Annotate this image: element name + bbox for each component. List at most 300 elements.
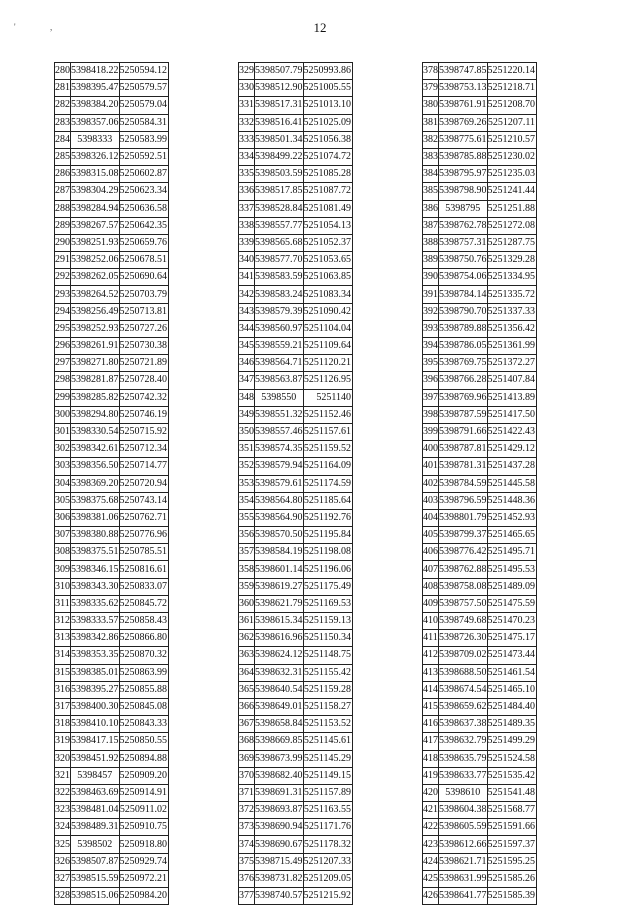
y-coordinate: 5250762.71 <box>119 509 169 526</box>
corner-mark-right: , <box>50 22 53 32</box>
table-row <box>55 406 169 423</box>
y-coordinate: 5251013.10 <box>303 97 353 114</box>
point-number: 312 <box>55 613 71 630</box>
x-coordinate: 5398799.37 <box>439 527 488 544</box>
table-row <box>55 888 169 905</box>
x-coordinate: 5398776.42 <box>439 544 488 561</box>
x-coordinate: 5398315.08 <box>71 166 120 183</box>
x-coordinate: 5398715.49 <box>255 853 304 870</box>
point-number: 317 <box>55 698 71 715</box>
x-coordinate: 5398757.31 <box>439 234 488 251</box>
x-coordinate: 5398754.06 <box>439 269 488 286</box>
table-row <box>423 458 537 475</box>
table-row <box>239 200 353 217</box>
table-row <box>423 338 537 355</box>
table-row <box>55 613 169 630</box>
x-coordinate: 5398380.88 <box>71 527 120 544</box>
x-coordinate: 5398503.59 <box>255 166 304 183</box>
y-coordinate: 5251356.42 <box>487 320 537 337</box>
x-coordinate: 5398271.80 <box>71 355 120 372</box>
y-coordinate: 5251140 <box>303 389 353 406</box>
x-coordinate: 5398798.90 <box>439 183 488 200</box>
x-coordinate: 5398789.88 <box>439 320 488 337</box>
x-coordinate: 5398528.84 <box>255 200 304 217</box>
y-coordinate: 5251329.28 <box>487 252 537 269</box>
y-coordinate: 5251155.42 <box>303 664 353 681</box>
y-coordinate: 5251535.42 <box>487 767 537 784</box>
y-coordinate: 5250715.92 <box>119 423 169 440</box>
y-coordinate: 5251413.89 <box>487 389 537 406</box>
table-row <box>55 733 169 750</box>
x-coordinate: 5398690.67 <box>255 836 304 853</box>
x-coordinate: 5398574.35 <box>255 441 304 458</box>
x-coordinate: 5398631.99 <box>439 870 488 887</box>
table-row <box>55 509 169 526</box>
y-coordinate: 5251104.04 <box>303 320 353 337</box>
point-number: 422 <box>423 819 439 836</box>
point-number: 426 <box>423 888 439 905</box>
x-coordinate: 5398791.66 <box>439 423 488 440</box>
y-coordinate: 5251209.05 <box>303 870 353 887</box>
y-coordinate: 5250602.87 <box>119 166 169 183</box>
y-coordinate: 5251207.33 <box>303 853 353 870</box>
point-number: 297 <box>55 355 71 372</box>
table-row <box>423 148 537 165</box>
y-coordinate: 5251145.61 <box>303 733 353 750</box>
x-coordinate: 5398418.22 <box>71 63 120 80</box>
table-row <box>423 630 537 647</box>
table-row <box>55 303 169 320</box>
x-coordinate: 5398385.01 <box>71 664 120 681</box>
y-coordinate: 5250583.99 <box>119 131 169 148</box>
table-row <box>55 475 169 492</box>
table-row <box>55 166 169 183</box>
x-coordinate: 5398758.08 <box>439 578 488 595</box>
x-coordinate: 5398400.30 <box>71 698 120 715</box>
x-coordinate: 5398284.94 <box>71 200 120 217</box>
x-coordinate: 5398693.87 <box>255 802 304 819</box>
x-coordinate: 5398579.61 <box>255 475 304 492</box>
x-coordinate: 5398795 <box>439 200 488 217</box>
point-number: 384 <box>423 166 439 183</box>
table-row <box>239 509 353 526</box>
y-coordinate: 5251422.43 <box>487 423 537 440</box>
y-coordinate: 5251465.10 <box>487 681 537 698</box>
table-row <box>55 836 169 853</box>
y-coordinate: 5251164.09 <box>303 458 353 475</box>
point-number: 350 <box>239 423 255 440</box>
corner-mark-left: ' <box>14 22 16 32</box>
table-row <box>239 784 353 801</box>
table-row <box>55 252 169 269</box>
y-coordinate: 5250743.14 <box>119 492 169 509</box>
x-coordinate: 5398501.34 <box>255 131 304 148</box>
y-coordinate: 5251591.66 <box>487 819 537 836</box>
point-number: 403 <box>423 492 439 509</box>
table-row <box>423 406 537 423</box>
point-number: 392 <box>423 303 439 320</box>
point-number: 372 <box>239 802 255 819</box>
x-coordinate: 5398659.62 <box>439 698 488 715</box>
x-coordinate: 5398357.06 <box>71 114 120 131</box>
x-coordinate: 5398621.71 <box>439 853 488 870</box>
x-coordinate: 5398726.30 <box>439 630 488 647</box>
x-coordinate: 5398619.27 <box>255 578 304 595</box>
point-number: 394 <box>423 338 439 355</box>
point-number: 353 <box>239 475 255 492</box>
table-row <box>239 733 353 750</box>
y-coordinate: 5251157.89 <box>303 784 353 801</box>
y-coordinate: 5250816.61 <box>119 561 169 578</box>
y-coordinate: 5251210.57 <box>487 131 537 148</box>
table-row <box>55 595 169 612</box>
y-coordinate: 5251595.25 <box>487 853 537 870</box>
table-row <box>55 63 169 80</box>
table-row <box>239 303 353 320</box>
y-coordinate: 5251407.84 <box>487 372 537 389</box>
table-row <box>423 234 537 251</box>
y-coordinate: 5250894.88 <box>119 750 169 767</box>
y-coordinate: 5250870.32 <box>119 647 169 664</box>
table-row <box>423 252 537 269</box>
y-coordinate: 5251149.15 <box>303 767 353 784</box>
x-coordinate: 5398787.59 <box>439 406 488 423</box>
table-row <box>423 595 537 612</box>
x-coordinate: 5398285.82 <box>71 389 120 406</box>
point-number: 291 <box>55 252 71 269</box>
table-row <box>55 338 169 355</box>
point-number: 379 <box>423 80 439 97</box>
table-row <box>423 97 537 114</box>
point-number: 299 <box>55 389 71 406</box>
y-coordinate: 5251159.28 <box>303 681 353 698</box>
y-coordinate: 5251218.71 <box>487 80 537 97</box>
point-number: 338 <box>239 217 255 234</box>
y-coordinate: 5251475.17 <box>487 630 537 647</box>
point-number: 327 <box>55 870 71 887</box>
point-number: 321 <box>55 767 71 784</box>
x-coordinate: 5398641.77 <box>439 888 488 905</box>
point-number: 343 <box>239 303 255 320</box>
table-row <box>55 630 169 647</box>
table-row <box>239 595 353 612</box>
x-coordinate: 5398605.59 <box>439 819 488 836</box>
point-number: 376 <box>239 870 255 887</box>
point-number: 287 <box>55 183 71 200</box>
table-row <box>239 355 353 372</box>
table-row <box>55 767 169 784</box>
point-number: 302 <box>55 441 71 458</box>
y-coordinate: 5251150.34 <box>303 630 353 647</box>
y-coordinate: 5250727.26 <box>119 320 169 337</box>
x-coordinate: 5398787.81 <box>439 441 488 458</box>
x-coordinate: 5398761.91 <box>439 97 488 114</box>
y-coordinate: 5250642.35 <box>119 217 169 234</box>
x-coordinate: 5398369.20 <box>71 475 120 492</box>
point-number: 303 <box>55 458 71 475</box>
table-row <box>423 320 537 337</box>
y-coordinate: 5251337.33 <box>487 303 537 320</box>
x-coordinate: 5398784.59 <box>439 475 488 492</box>
y-coordinate: 5251287.75 <box>487 234 537 251</box>
table-row <box>55 853 169 870</box>
x-coordinate: 5398517.85 <box>255 183 304 200</box>
table-row <box>239 819 353 836</box>
y-coordinate: 5250833.07 <box>119 578 169 595</box>
table-row <box>239 698 353 715</box>
point-number: 374 <box>239 836 255 853</box>
y-coordinate: 5251489.35 <box>487 716 537 733</box>
y-coordinate: 5251465.65 <box>487 527 537 544</box>
table-row <box>423 441 537 458</box>
x-coordinate: 5398682.40 <box>255 767 304 784</box>
table-row <box>423 613 537 630</box>
point-number: 293 <box>55 286 71 303</box>
point-number: 326 <box>55 853 71 870</box>
point-number: 340 <box>239 252 255 269</box>
y-coordinate: 5251145.29 <box>303 750 353 767</box>
x-coordinate: 5398326.12 <box>71 148 120 165</box>
point-number: 333 <box>239 131 255 148</box>
point-number: 325 <box>55 836 71 853</box>
page-number: 12 <box>313 20 327 35</box>
table-row <box>423 750 537 767</box>
table-row <box>423 303 537 320</box>
table-row <box>239 527 353 544</box>
x-coordinate: 5398635.79 <box>439 750 488 767</box>
point-number: 282 <box>55 97 71 114</box>
x-coordinate: 5398252.06 <box>71 252 120 269</box>
x-coordinate: 5398766.28 <box>439 372 488 389</box>
y-coordinate: 5251495.53 <box>487 561 537 578</box>
y-coordinate: 5251005.55 <box>303 80 353 97</box>
x-coordinate: 5398564.90 <box>255 509 304 526</box>
y-coordinate: 5250721.89 <box>119 355 169 372</box>
y-coordinate: 5251489.09 <box>487 578 537 595</box>
y-coordinate: 5251178.32 <box>303 836 353 853</box>
table-row <box>55 647 169 664</box>
point-number: 378 <box>423 63 439 80</box>
table-row <box>423 698 537 715</box>
table-row <box>239 561 353 578</box>
point-number: 418 <box>423 750 439 767</box>
point-number: 292 <box>55 269 71 286</box>
point-number: 315 <box>55 664 71 681</box>
point-number: 363 <box>239 647 255 664</box>
table-row <box>423 217 537 234</box>
point-number: 360 <box>239 595 255 612</box>
x-coordinate: 5398750.76 <box>439 252 488 269</box>
point-number: 300 <box>55 406 71 423</box>
x-coordinate: 5398262.05 <box>71 269 120 286</box>
x-coordinate: 5398604.38 <box>439 802 488 819</box>
point-number: 308 <box>55 544 71 561</box>
table-row <box>55 286 169 303</box>
x-coordinate: 5398395.27 <box>71 681 120 698</box>
y-coordinate: 5251220.14 <box>487 63 537 80</box>
y-coordinate: 5251085.28 <box>303 166 353 183</box>
point-number: 389 <box>423 252 439 269</box>
x-coordinate: 5398559.21 <box>255 338 304 355</box>
point-number: 377 <box>239 888 255 905</box>
table-row <box>423 200 537 217</box>
y-coordinate: 5250845.72 <box>119 595 169 612</box>
table-row <box>55 97 169 114</box>
x-coordinate: 5398731.82 <box>255 870 304 887</box>
y-coordinate: 5250843.33 <box>119 716 169 733</box>
y-coordinate: 5250914.91 <box>119 784 169 801</box>
point-number: 402 <box>423 475 439 492</box>
point-number: 301 <box>55 423 71 440</box>
point-number: 414 <box>423 681 439 698</box>
table-row <box>55 870 169 887</box>
point-number: 318 <box>55 716 71 733</box>
y-coordinate: 5251169.53 <box>303 595 353 612</box>
table-row <box>55 148 169 165</box>
y-coordinate: 5250858.43 <box>119 613 169 630</box>
y-coordinate: 5251152.46 <box>303 406 353 423</box>
point-number: 381 <box>423 114 439 131</box>
y-coordinate: 5251541.48 <box>487 784 537 801</box>
table-row <box>423 509 537 526</box>
table-row <box>239 544 353 561</box>
y-coordinate: 5251148.75 <box>303 647 353 664</box>
point-number: 393 <box>423 320 439 337</box>
y-coordinate: 5250584.31 <box>119 114 169 131</box>
x-coordinate: 5398342.86 <box>71 630 120 647</box>
x-coordinate: 5398507.87 <box>71 853 120 870</box>
point-number: 409 <box>423 595 439 612</box>
y-coordinate: 5250714.77 <box>119 458 169 475</box>
x-coordinate: 5398747.85 <box>439 63 488 80</box>
x-coordinate: 5398342.61 <box>71 441 120 458</box>
y-coordinate: 5251251.88 <box>487 200 537 217</box>
table-row <box>423 183 537 200</box>
y-coordinate: 5250855.88 <box>119 681 169 698</box>
y-coordinate: 5251159.13 <box>303 613 353 630</box>
point-number: 358 <box>239 561 255 578</box>
y-coordinate: 5251025.09 <box>303 114 353 131</box>
point-number: 399 <box>423 423 439 440</box>
x-coordinate: 5398579.39 <box>255 303 304 320</box>
point-number: 371 <box>239 784 255 801</box>
point-number: 404 <box>423 509 439 526</box>
y-coordinate: 5251083.34 <box>303 286 353 303</box>
x-coordinate: 5398252.93 <box>71 320 120 337</box>
x-coordinate: 5398649.01 <box>255 698 304 715</box>
x-coordinate: 5398632.79 <box>439 733 488 750</box>
point-number: 311 <box>55 595 71 612</box>
point-number: 396 <box>423 372 439 389</box>
table-row <box>55 200 169 217</box>
y-coordinate: 5251158.27 <box>303 698 353 715</box>
x-coordinate: 5398256.49 <box>71 303 120 320</box>
y-coordinate: 5251074.72 <box>303 148 353 165</box>
x-coordinate: 5398564.71 <box>255 355 304 372</box>
point-number: 284 <box>55 131 71 148</box>
y-coordinate: 5251063.85 <box>303 269 353 286</box>
y-coordinate: 5250742.32 <box>119 389 169 406</box>
table-row <box>239 114 353 131</box>
point-number: 361 <box>239 613 255 630</box>
y-coordinate: 5251495.71 <box>487 544 537 561</box>
table-row <box>55 217 169 234</box>
coordinate-table-2 <box>238 62 353 905</box>
y-coordinate: 5251429.12 <box>487 441 537 458</box>
point-number: 295 <box>55 320 71 337</box>
point-number: 286 <box>55 166 71 183</box>
y-coordinate: 5250918.80 <box>119 836 169 853</box>
point-number: 313 <box>55 630 71 647</box>
point-number: 388 <box>423 234 439 251</box>
x-coordinate: 5398633.77 <box>439 767 488 784</box>
point-number: 328 <box>55 888 71 905</box>
point-number: 294 <box>55 303 71 320</box>
table-row <box>239 234 353 251</box>
table-row <box>423 664 537 681</box>
y-coordinate: 5250579.04 <box>119 97 169 114</box>
table-row <box>423 475 537 492</box>
x-coordinate: 5398769.96 <box>439 389 488 406</box>
table-row <box>239 630 353 647</box>
point-number: 314 <box>55 647 71 664</box>
x-coordinate: 5398637.38 <box>439 716 488 733</box>
point-number: 330 <box>239 80 255 97</box>
x-coordinate: 5398612.66 <box>439 836 488 853</box>
y-coordinate: 5250910.75 <box>119 819 169 836</box>
y-coordinate: 5251445.58 <box>487 475 537 492</box>
x-coordinate: 5398601.14 <box>255 561 304 578</box>
y-coordinate: 5250703.79 <box>119 286 169 303</box>
x-coordinate: 5398343.30 <box>71 578 120 595</box>
x-coordinate: 5398489.31 <box>71 819 120 836</box>
point-number: 280 <box>55 63 71 80</box>
x-coordinate: 5398384.20 <box>71 97 120 114</box>
x-coordinate: 5398507.79 <box>255 63 304 80</box>
table-row <box>423 423 537 440</box>
table-row <box>423 63 537 80</box>
table-row <box>423 492 537 509</box>
table-row <box>239 389 353 406</box>
table-row <box>239 441 353 458</box>
point-number: 365 <box>239 681 255 698</box>
y-coordinate: 5251174.59 <box>303 475 353 492</box>
y-coordinate: 5251196.06 <box>303 561 353 578</box>
point-number: 395 <box>423 355 439 372</box>
x-coordinate: 5398516.41 <box>255 114 304 131</box>
table-row <box>423 372 537 389</box>
point-number: 411 <box>423 630 439 647</box>
y-coordinate: 5251437.28 <box>487 458 537 475</box>
table-row <box>55 561 169 578</box>
x-coordinate: 5398583.24 <box>255 286 304 303</box>
table-row <box>239 372 353 389</box>
y-coordinate: 5251473.44 <box>487 647 537 664</box>
y-coordinate: 5250659.76 <box>119 234 169 251</box>
x-coordinate: 5398753.13 <box>439 80 488 97</box>
y-coordinate: 5250690.64 <box>119 269 169 286</box>
x-coordinate: 5398615.34 <box>255 613 304 630</box>
y-coordinate: 5251585.39 <box>487 888 537 905</box>
x-coordinate: 5398502 <box>71 836 120 853</box>
table-row <box>423 286 537 303</box>
y-coordinate: 5250579.57 <box>119 80 169 97</box>
point-number: 413 <box>423 664 439 681</box>
table-row <box>423 166 537 183</box>
y-coordinate: 5250623.34 <box>119 183 169 200</box>
table-row <box>423 114 537 131</box>
table-row <box>239 148 353 165</box>
